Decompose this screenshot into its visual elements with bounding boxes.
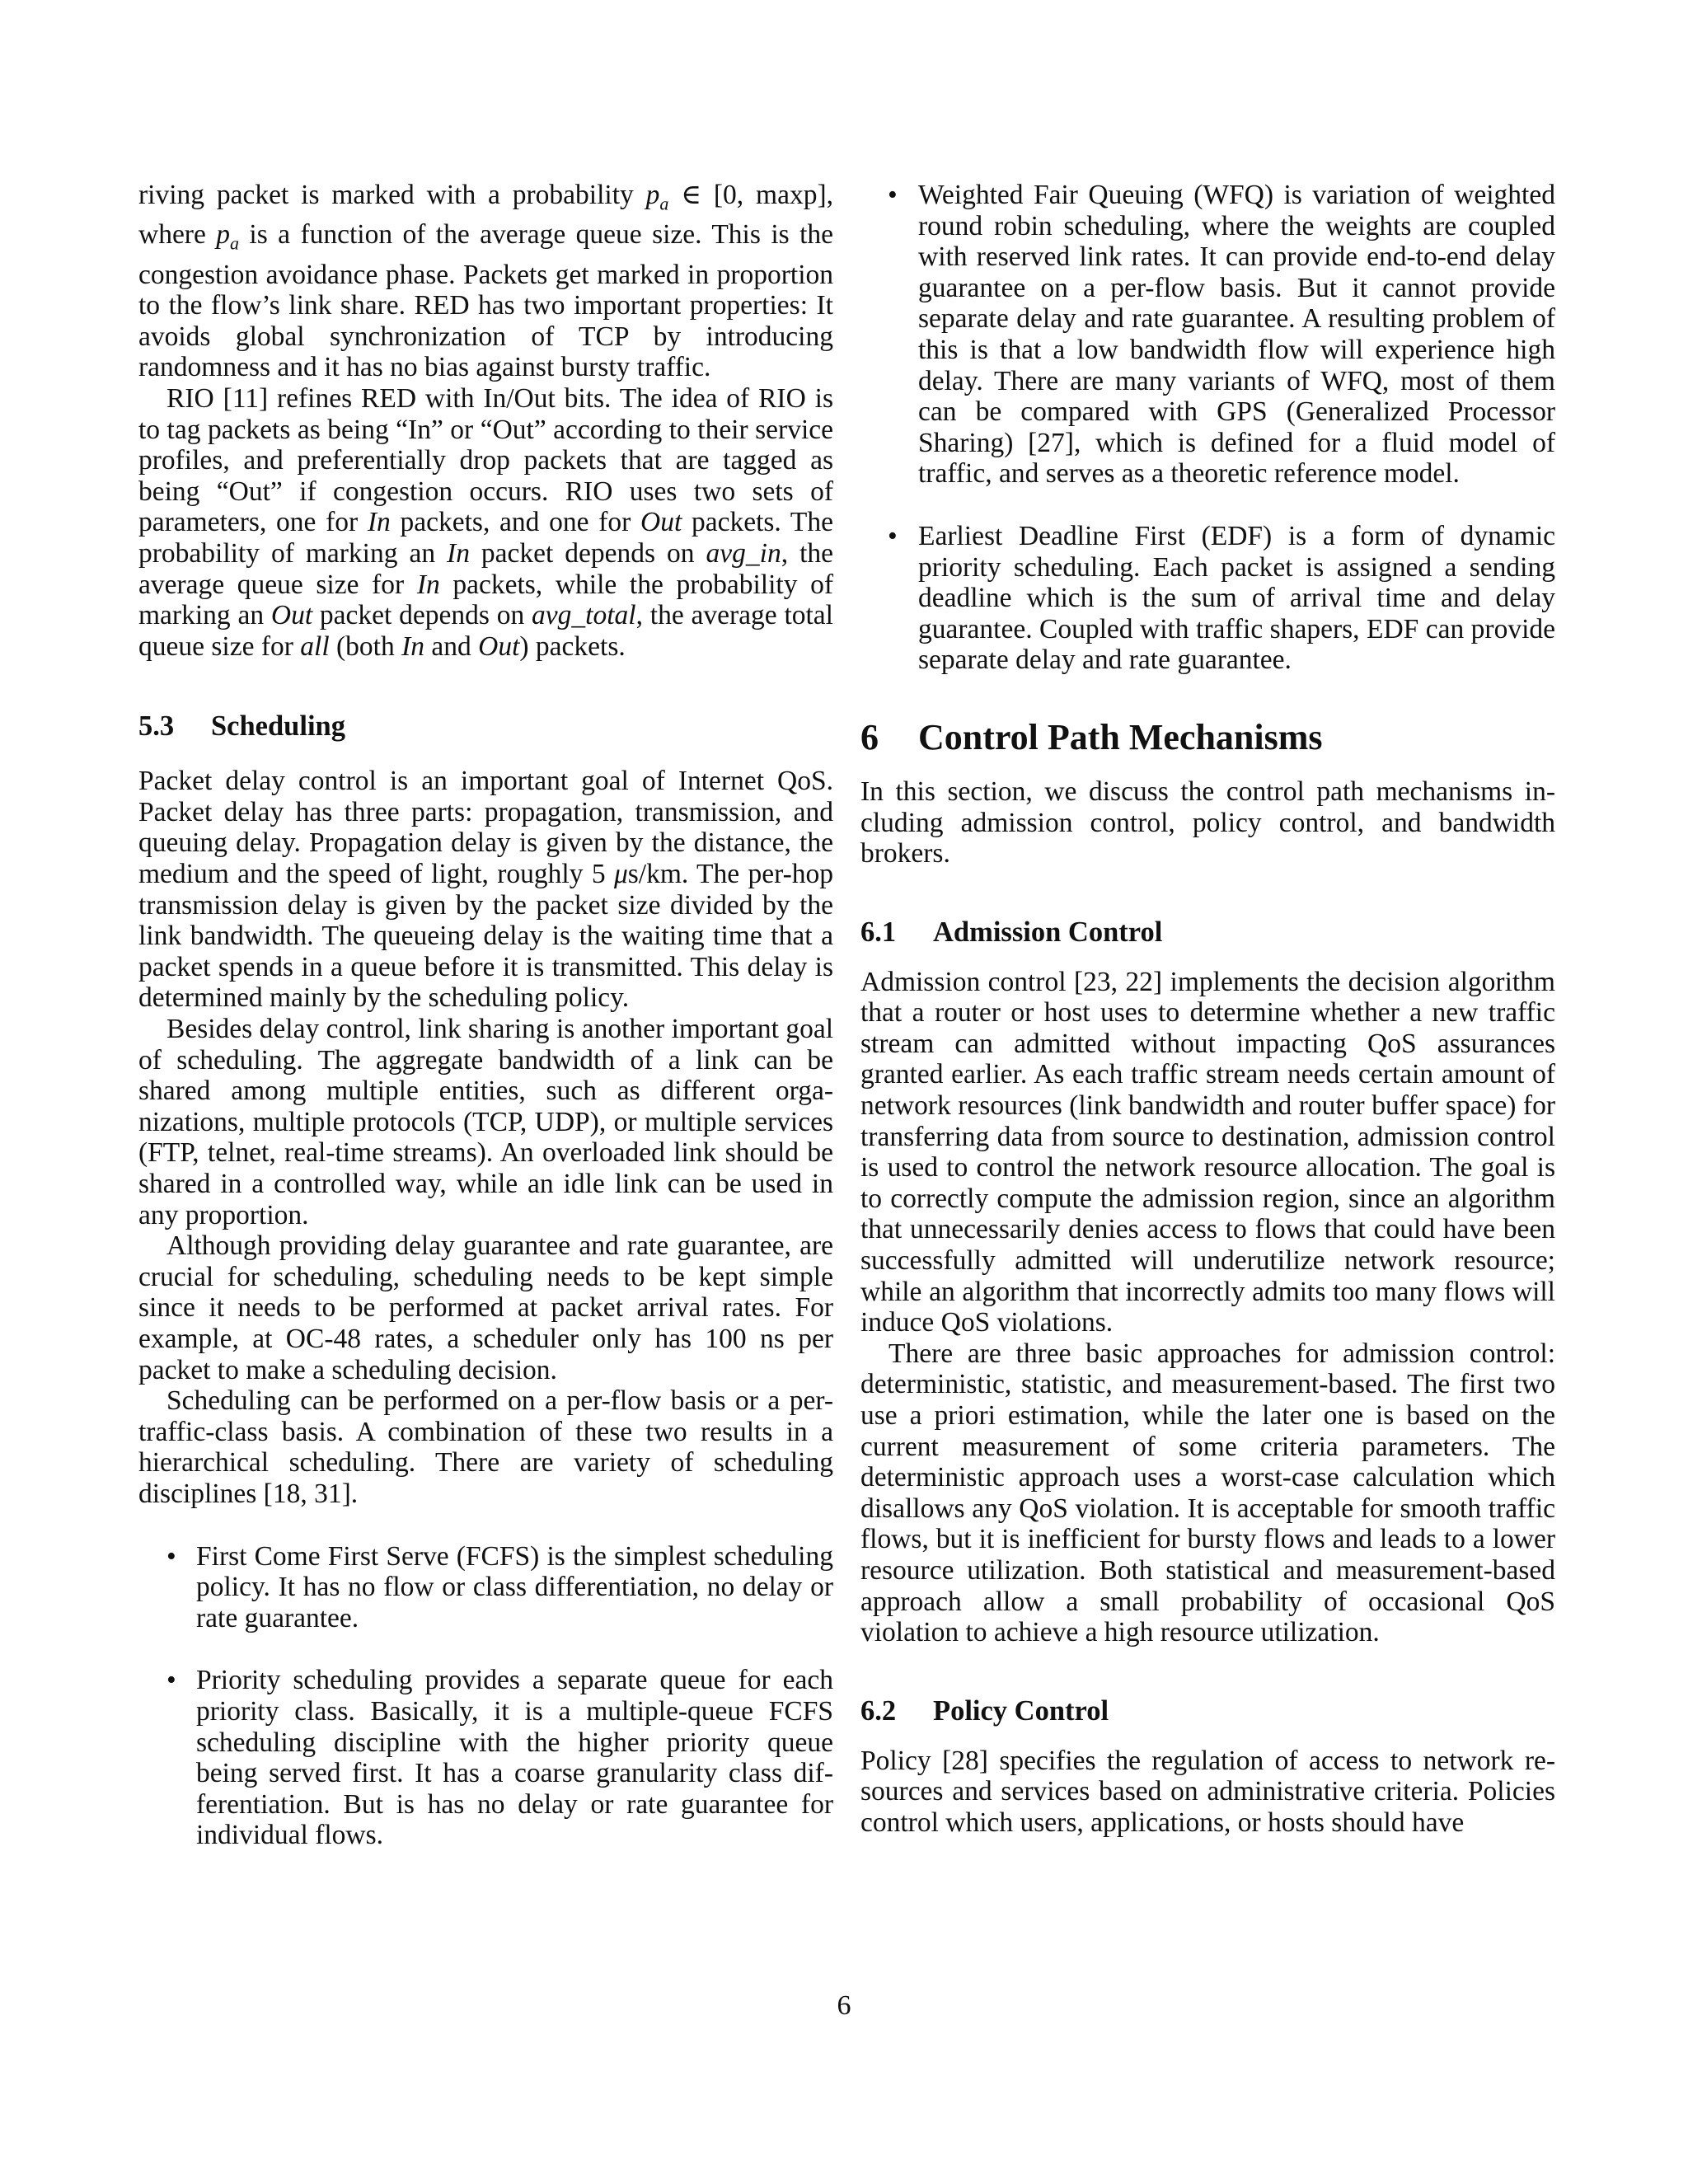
admission-paragraph-1: Admission control [23, 22] implements the decision algorithm that a router or host uses to determine whether a new traffic stream can admitted without impacting QoS assurances granted earlier. As each traffic stream needs certain amount of network resources (link bandwidth and router buffer space) for transferring data from source to destination, admission control is used to control the network resource allocation. The goal is to correctly compute the admission region, since an algorithm that unnecessarily denies access to flows that could have been successfully admitted will underutilize network resource; while an algorithm that incorrectly admits too many flows will induce QoS violations. <box>860 966 1555 1338</box>
section-heading-6: 6 Control Path Mechanisms <box>860 716 1323 757</box>
math-pa-2: $p_a$ <box>216 219 239 254</box>
section-heading-6-1: 6.1 Admission Control <box>860 916 1163 948</box>
bullet-edf: • Earliest Deadline First (EDF) is a form of dynamic priority scheduling. Each packet is assigned a sending deadline which is the sum of arrival time and delay guarantee. Coupled with traffic shapers, EDF can provide separate delay and rate guarantee. <box>888 520 1555 676</box>
math-interval: ∈ [0, maxp], <box>668 180 833 210</box>
policy-paragraph-1: Policy [28] specifies the regulation of access to network resources and services based on administrative criteria. Policies control which users, applications, or hosts should have <box>860 1745 1555 1838</box>
bullet-dot-icon: • <box>166 1665 176 1696</box>
bullet-priority: • Priority scheduling provides a separate queue for each priority class. Basically, it is a multiple-queue FCFS scheduling discipline with the higher priority queue being served first. It has a coarse granularity class differentiation. But is has no delay or rate guarantee for individual flows. <box>166 1665 833 1851</box>
rio-paragraph: RIO [11] refines RED with In/Out bits. The idea of RIO is to tag packets as being “In” or “Out” according to their service profiles, and preferentially drop packets that are tagged as being “Out” if congestion occurs. RIO uses two sets of parameters, one for In packets, and one for Out packets. The probability of marking an In packet depends on avg_in, the average queue size for In packets, while the probability of marking an Out packet depends on avg_total, the average total queue size for all (both In and Out) packets. <box>138 382 833 662</box>
section-heading-6-2: 6.2 Policy Control <box>860 1694 1109 1727</box>
math-pa: $p_a$ <box>645 180 669 214</box>
section-heading-5-3: 5.3 Scheduling <box>138 710 345 743</box>
text-span: riving packet is marked with a probability <box>138 180 646 210</box>
page-number: 6 <box>837 1990 851 2021</box>
red-paragraph: riving packet is marked with a probability $p_a$ ∈ [0, maxp], where $p_a$ is a function of the average queue size. This is the congestion avoidance phase. Packets get marked in proportion to the flow’s link share. RED has two important properties: It avoids global synchronization of TCP by introducing randomness and it has no bias against bursty traffic. <box>138 180 833 383</box>
bullet-dot-icon: • <box>166 1540 176 1572</box>
bullet-dot-icon: • <box>888 520 898 551</box>
scheduling-paragraph-2: Besides delay control, link sharing is another important goal of scheduling. The aggregate bandwidth of a link can be shared among multiple entities, such as different organizations, multiple protocols (TCP, UDP), or multiple services (FTP, telnet, real-time streams). An overloaded link should be shared in a controlled way, while an idle link can be used in any proportion. <box>138 1014 833 1230</box>
control-path-intro: In this section, we discuss the control path mechanisms including admission control, policy control, and bandwidth brokers. <box>860 776 1555 869</box>
scheduling-paragraph-1: Packet delay control is an important goal of Internet QoS. Packet delay has three parts: propagation, transmission, and queuing delay. Propagation delay is given by the distance, the medium and the speed of light, roughly 5 μs/km. The per-hop transmission delay is given by the packet size divided by the link bandwidth. The queueing delay is the waiting time that a packet spends in a queue before it is transmitted. This delay is determined mainly by the scheduling policy. <box>138 766 834 1014</box>
left-column <box>138 180 833 1851</box>
scheduling-paragraph-4: Scheduling can be performed on a per-flow basis or a per-traffic-class basis. A combination of these two results in a hierarchical scheduling. There are variety of scheduling disciplines [18, 31]. <box>138 1385 833 1509</box>
scheduling-bullets-right <box>860 180 1555 676</box>
bullet-wfq: • Weighted Fair Queuing (WFQ) is variation of weighted round robin scheduling, where the weights are coupled with reserved link rates. It can provide end-to-end delay guarantee on a per-flow basis. But it cannot provide separate delay and rate guarantee. A resulting problem of this is that a low bandwidth flow will experience high delay. There are many variants of WFQ, most of them can be compared with GPS (Generalized Processor Sharing) [27], which is defined for a fluid model of traffic, and serves as a theoretic reference model. <box>888 180 1555 490</box>
scheduling-paragraph-3: Although providing delay guarantee and rate guarantee, are crucial for scheduling, scheduling needs to be kept simple since it needs to be performed at packet arrival rates. For example, at OC-48 rates, a scheduler only has 100 ns per packet to make a scheduling decision. <box>138 1230 833 1385</box>
right-column <box>860 180 1555 1839</box>
bullet-fcfs: • First Come First Serve (FCFS) is the simplest scheduling policy. It has no flow or class differentiation, no delay or rate guarantee. <box>166 1540 833 1633</box>
scheduling-bullets-left <box>138 1541 833 1851</box>
admission-paragraph-2: There are three basic approaches for admission control: deterministic, statistic, and measurement-based. The first two use a priori estimation, while the later one is based on the current measurement of some criteria parameters. The deterministic approach uses a worst-case calculation which disallows any QoS violation. It is acceptable for smooth traffic flows, but it is inefficient for bursty flows and leads to a lower resource utilization. Both statistical and measurement-based approach allow a small probability of occasional QoS violation to achieve a high resource utilization. <box>860 1338 1555 1648</box>
bullet-dot-icon: • <box>888 180 898 210</box>
